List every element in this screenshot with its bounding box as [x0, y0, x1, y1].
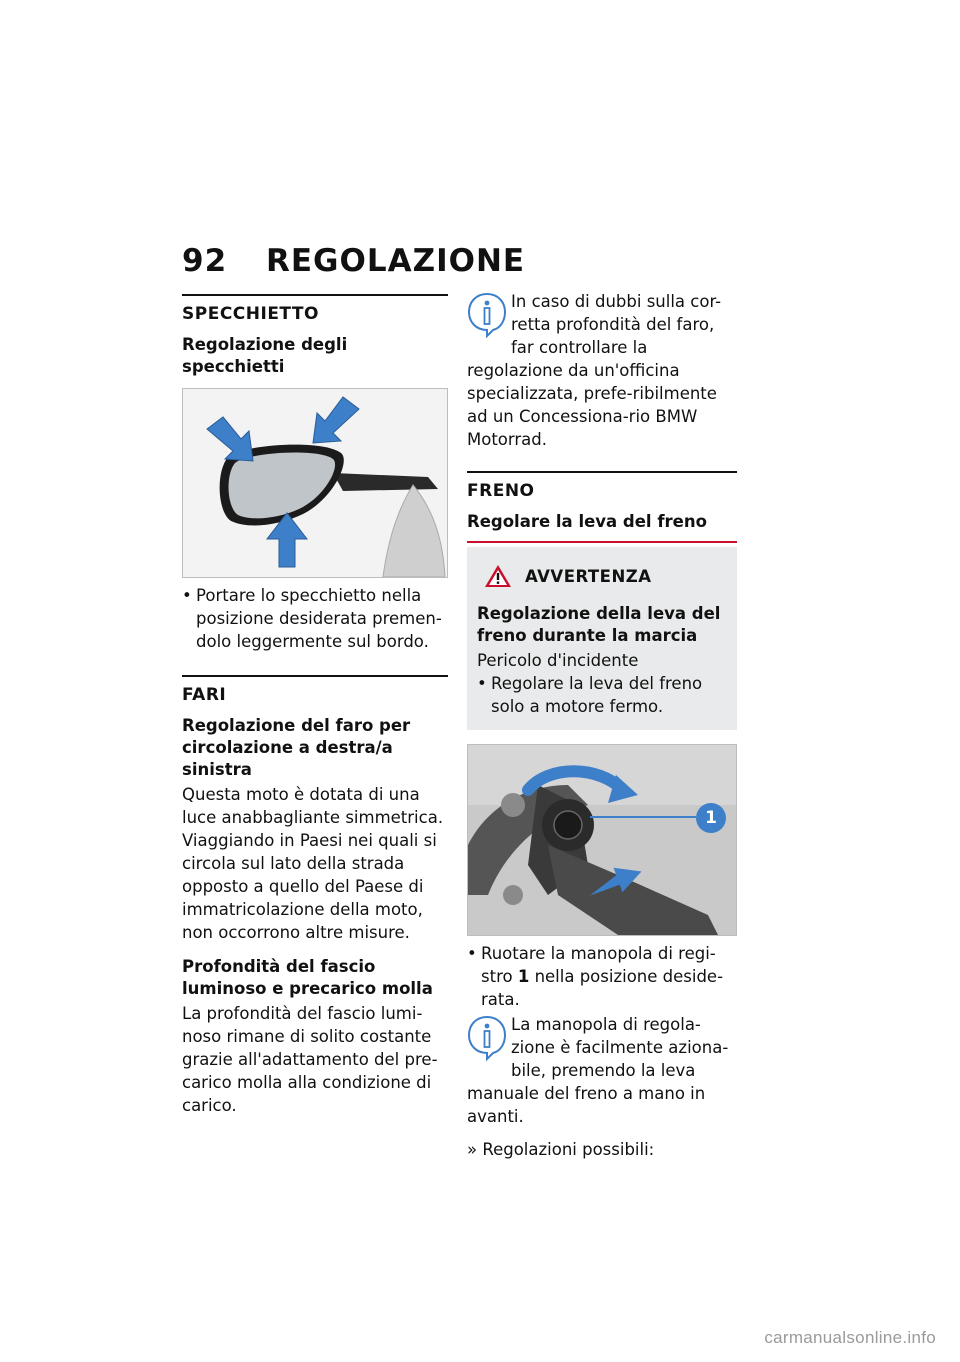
brake-lever-photo: [468, 745, 736, 935]
watermark: carmanualsonline.info: [764, 1328, 936, 1347]
brake-lever-figure: [467, 744, 737, 936]
list-item: • Ruotare la manopola di regi-stro 1 nella posizione deside-rata.: [467, 944, 724, 1009]
result-line: » Regolazioni possibili:: [467, 1140, 655, 1159]
subhead-brake-lever: Regolare la leva del freno: [467, 512, 707, 531]
bullet-icon: •: [467, 944, 477, 963]
beam-body: La profondità del fascio lumi-noso rimane di solito costante grazie all'adattamento del pre-carico molla alla condizione di carico.: [182, 1004, 438, 1115]
callout-reference: 1: [517, 967, 530, 986]
warning-header: [483, 563, 727, 589]
right-column: [467, 290, 737, 1161]
lights-body: Questa moto è dotata di una luce anabbagliante simmetrica. Viaggiando in Paesi nei quali si circola sul lato della strada opposto a quello del Paese di immatricolazione della moto, non occorrono altre misure.: [182, 785, 444, 942]
warning-title: AVVERTENZA: [525, 566, 652, 586]
info-icon: [467, 292, 507, 338]
mirror-illustration: [183, 389, 447, 577]
callout-badge: 1: [696, 803, 726, 833]
warning-box: [467, 547, 737, 730]
section-rule: [467, 471, 737, 473]
brake-steps: [467, 942, 737, 1011]
bullet-icon: •: [182, 586, 192, 605]
list-item: • Regolare la leva del freno solo a motore fermo.: [477, 674, 703, 716]
warning-subhead: Regolazione della leva del freno durante la marcia: [477, 604, 721, 645]
page-header: [182, 243, 525, 279]
warning-icon: [483, 563, 513, 589]
section-title-mirror: SPECCHIETTO: [182, 304, 319, 324]
info-note-headlight: In caso di dubbi sulla cor-retta profondità del faro, far controllare la regolazione da un'officina specializzata, prefe-ribilmente ad un Concessiona-rio BMW Motorrad.: [467, 292, 722, 449]
warning-rule: [467, 541, 737, 543]
mirror-steps: [182, 584, 448, 653]
chapter-title: REGOLAZIONE: [266, 243, 526, 279]
warning-text: Pericolo d'incidente: [477, 651, 639, 670]
left-column: [182, 294, 448, 1117]
bullet-icon: •: [477, 674, 487, 693]
page-number: 92: [182, 243, 228, 279]
section-title-lights: FARI: [182, 685, 227, 705]
section-title-brake: FRENO: [467, 481, 535, 501]
list-item: • Portare lo specchietto nella posizione desiderata premen-dolo leggermente sul bordo.: [182, 586, 442, 651]
info-note-knob: La manopola di regola-zione è facilmente aziona-bile, premendo la leva manuale del freno a mano in avanti.: [467, 1015, 729, 1126]
subhead-beam-depth: Profondità del fascio luminoso e precarico molla: [182, 957, 433, 998]
info-icon: [467, 1015, 507, 1061]
mirror-figure: [182, 388, 448, 578]
warning-steps: [477, 672, 727, 718]
result-arrow-icon: »: [467, 1140, 483, 1159]
subhead-mirror-adjust: Regolazione degli specchietti: [182, 335, 348, 376]
section-rule: [182, 675, 448, 677]
subhead-lights-traffic: Regolazione del faro per circolazione a destra/a sinistra: [182, 716, 411, 779]
section-rule: [182, 294, 448, 296]
